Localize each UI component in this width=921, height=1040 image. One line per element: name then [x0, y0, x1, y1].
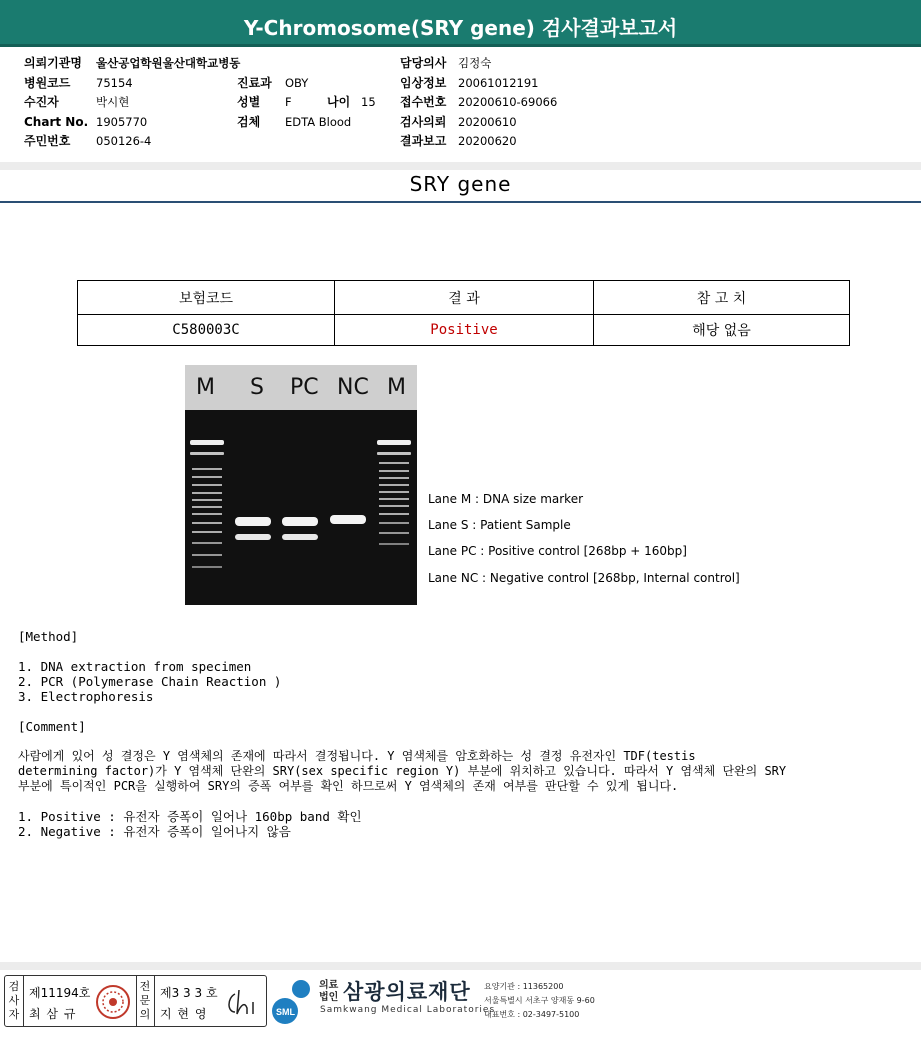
header-code: 보험코드 — [78, 281, 335, 315]
request-date-label: 검사의뢰 — [400, 114, 447, 129]
age-label: 나이 — [327, 95, 351, 109]
comment-heading: [Comment] — [18, 719, 86, 734]
official-seal — [95, 984, 131, 1020]
request-date-value: 20200610 — [458, 114, 517, 129]
section-underline — [0, 201, 921, 203]
tester-number: 제11194호 — [29, 986, 91, 1000]
resident-no-label: 주민번호 — [24, 134, 71, 148]
hospital-code-value: 75154 — [96, 75, 133, 90]
legend-lane-s: Lane S : Patient Sample — [428, 518, 571, 532]
header-result: 결 과 — [335, 281, 594, 315]
lane-label-m1: M — [196, 375, 215, 400]
doctor-value: 김정숙 — [458, 56, 492, 70]
method-item: 1. DNA extraction from specimen — [18, 659, 252, 674]
legend-lane-pc: Lane PC : Positive control [268bp + 160bp] — [428, 544, 687, 558]
report-title: Y-Chromosome(SRY gene) 검사결과보고서 — [0, 0, 921, 47]
signature-box — [4, 975, 267, 1027]
section-title: SRY gene — [409, 172, 512, 196]
specialist-number: 제3 3 3 호 — [160, 986, 218, 1000]
method-item: 2. PCR (Polymerase Chain Reaction ) — [18, 674, 282, 689]
specimen-label: 검체 — [237, 114, 261, 129]
comment-result: 2. Negative : 유전자 증폭이 일어나지 않음 — [18, 824, 291, 839]
sml-logo-text: SML — [276, 1007, 295, 1017]
divider — [0, 162, 921, 170]
specialist-label: 전문의 — [139, 980, 151, 1021]
lane-label-m2: M — [387, 375, 406, 400]
receipt-no-label: 접수번호 — [400, 95, 447, 109]
lane-label-s: S — [250, 375, 264, 400]
chart-no-value: 1905770 — [96, 114, 148, 129]
lane-label-pc: PC — [290, 375, 319, 400]
org-name-en: Samkwang Medical Laboratories — [320, 1005, 496, 1015]
insurance-code: C580003C — [78, 315, 335, 346]
signature-mark — [223, 984, 263, 1020]
specimen-value: EDTA Blood — [285, 114, 352, 129]
specialist-name: 지 현 영 — [160, 1007, 208, 1021]
department-value: OBY — [285, 75, 309, 90]
org-phone: 대표번호 : 02-3497-5100 — [484, 1010, 580, 1019]
org-name: 삼광의료재단 — [343, 980, 471, 1004]
org-code: 요양기관 : 11365200 — [484, 982, 564, 991]
legend-lane-nc: Lane NC : Negative control [268bp, Internal control] — [428, 571, 740, 585]
comment-line: 부분에 특이적인 PCR을 실행하여 SRY의 증폭 여부를 확인 하므로써 Y 염색체의 존재 여부를 판단할 수 있게 됩니다. — [18, 779, 679, 793]
clinical-info-label: 임상정보 — [400, 75, 447, 90]
result-table — [77, 280, 850, 346]
lane-label-nc: NC — [337, 375, 369, 400]
footer-divider — [0, 962, 921, 970]
institution-value: 울산공업학원울산대학교병동 — [96, 56, 241, 70]
sex-value: F — [285, 95, 292, 109]
hospital-code-label: 병원코드 — [24, 75, 71, 90]
org-address: 서울특별시 서초구 양재동 9-60 — [484, 996, 595, 1005]
comment-line: 사람에게 있어 성 결정은 Y 염색체의 존재에 따라서 결정됩니다. Y 염색체를 암호화하는 성 결정 유전자인 TDF(testis — [18, 749, 696, 763]
department-label: 진료과 — [237, 75, 272, 90]
collector-label: 수진자 — [24, 95, 59, 109]
legend-lane-m: Lane M : DNA size marker — [428, 492, 584, 506]
method-heading: [Method] — [18, 629, 79, 644]
method-item: 3. Electrophoresis — [18, 689, 154, 704]
header-reference: 참 고 치 — [594, 281, 850, 315]
result-value: Positive — [335, 315, 594, 346]
sml-logo-icon — [271, 975, 319, 1027]
receipt-no-value: 20200610-69066 — [458, 95, 558, 109]
sex-label: 성별 — [237, 95, 261, 109]
tester-name: 최 삼 규 — [29, 1007, 77, 1021]
chart-no-label: Chart No. — [24, 114, 89, 129]
report-date-value: 20200620 — [458, 134, 517, 148]
collector-value: 박시현 — [96, 95, 130, 109]
report-date-label: 결과보고 — [400, 134, 447, 148]
comment-line: determining factor)가 Y 염색체 단완의 SRY(sex specific region Y) 부분에 위치하고 있습니다. 따라서 Y 염색체 단완의 SRY — [18, 764, 787, 778]
age-value: 15 — [361, 95, 376, 109]
tester-label: 검사자 — [8, 980, 20, 1021]
gel-bands — [185, 410, 417, 605]
clinical-info-value: 20061012191 — [458, 75, 539, 90]
org-type: 의료법인 — [319, 980, 339, 1003]
reference-value: 해당 없음 — [594, 315, 850, 346]
institution-label: 의뢰기관명 — [24, 56, 82, 70]
resident-no-value: 050126-4 — [96, 134, 152, 148]
doctor-label: 담당의사 — [400, 56, 447, 70]
comment-result: 1. Positive : 유전자 증폭이 일어나 160bp band 확인 — [18, 809, 362, 824]
